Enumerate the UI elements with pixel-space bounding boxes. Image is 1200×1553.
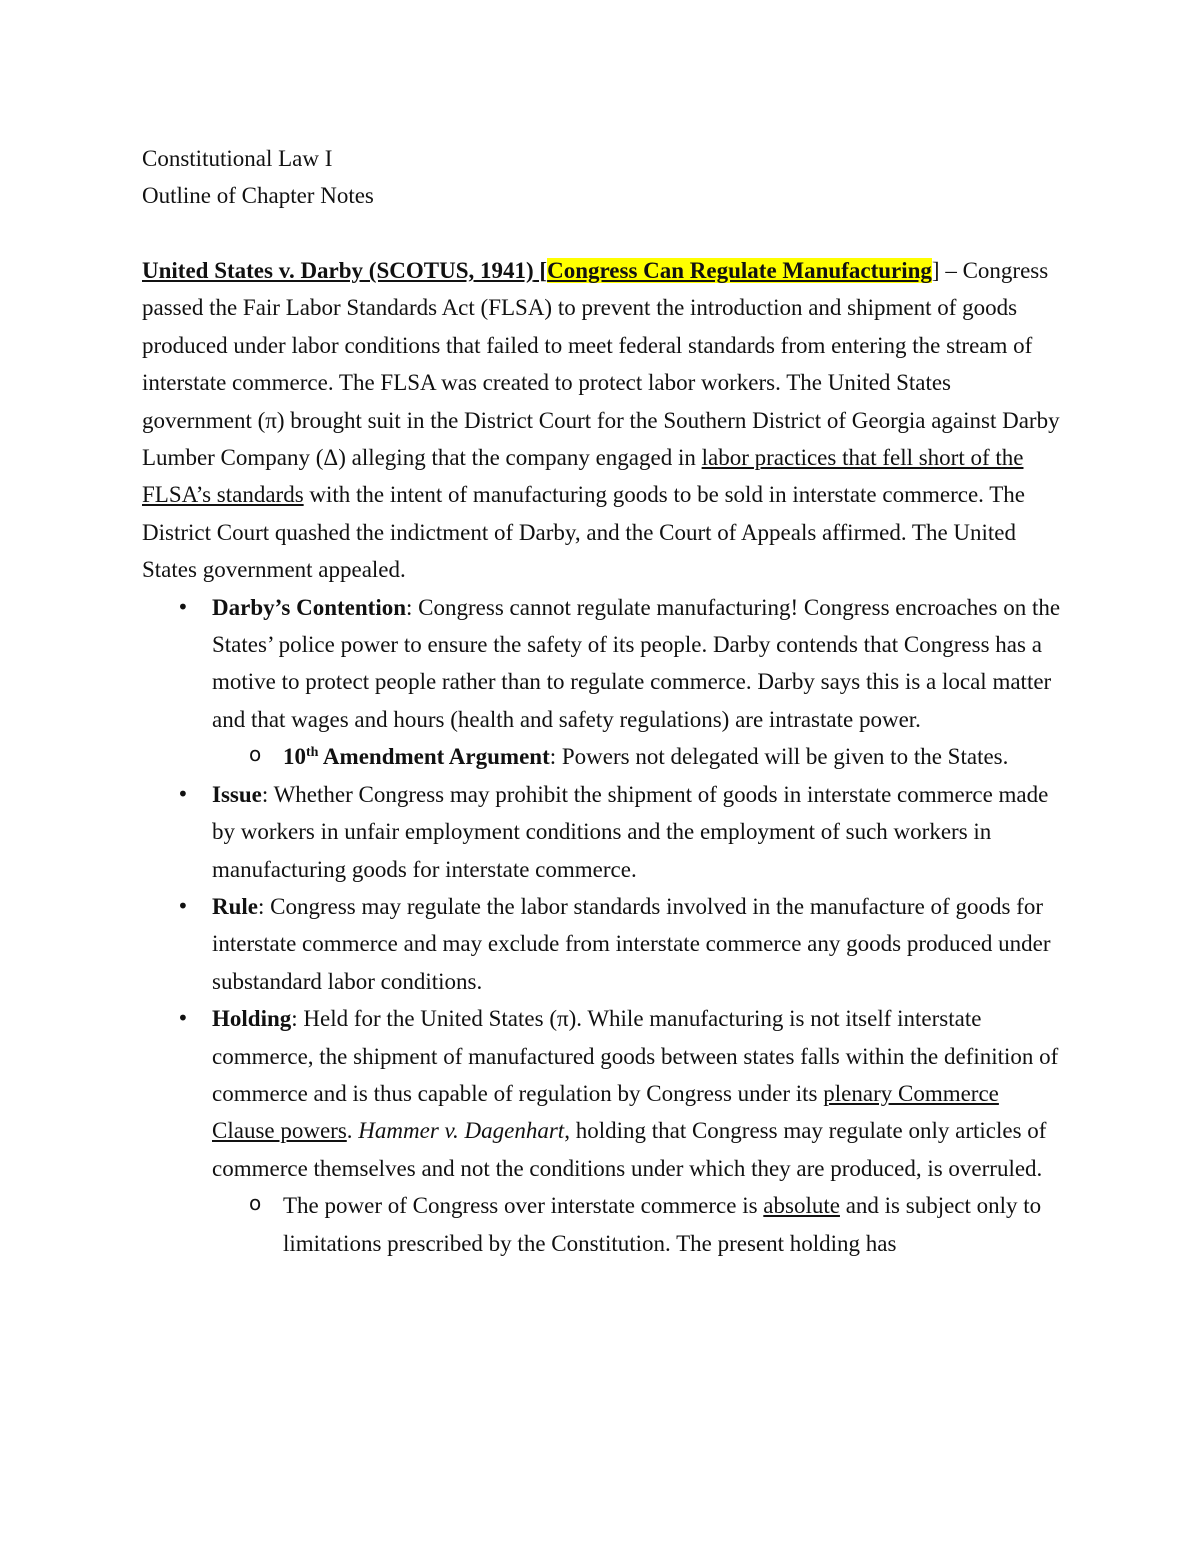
bracket-close: ]: [931, 258, 940, 283]
holding-text-1: : Held for the United States (π). While manufacturing is not itself interstate commerce, the shipment of manufactured goods between states falls within the definition of commerce and is thus capable of regulation by Congress under its: [212, 1006, 1059, 1106]
title-dash: –: [939, 258, 963, 283]
contention-text: : Congress cannot regulate manufacturing! Congress encroaches on the States’ police power to ensure the safety of its people. Darby contends that Congress has a motive to protect people rather than to regulate commerce. Darby says this is a local matter and that wages and hours (health and safety regulations) are intrastate power.: [212, 594, 1061, 732]
bracket-open: [: [533, 258, 548, 283]
list-item-holding: [142, 1000, 1062, 1262]
rule-label: Rule: [212, 893, 258, 919]
list-item-rule: [142, 888, 1062, 1000]
issue-label: Issue: [212, 781, 262, 807]
holding-sublist: [212, 1187, 1062, 1262]
course-title: Constitutional Law I: [142, 146, 333, 171]
power-underline-absolute: absolute: [763, 1193, 840, 1219]
tenth-amendment-suffix: th: [306, 745, 319, 761]
tenth-amendment-text: : Powers not delegated will be given to the States.: [549, 744, 1009, 770]
power-text-1: The power of Congress over interstate commerce is: [283, 1193, 764, 1219]
list-item-tenth-amendment: [212, 738, 1062, 775]
document-header: [142, 140, 374, 214]
list-item-congress-power: [212, 1187, 1062, 1262]
outline-subtitle: Outline of Chapter Notes: [142, 183, 374, 208]
case-tag-highlight: Congress Can Regulate Manufacturing: [547, 258, 932, 283]
facts-text-2: with the intent of manufacturing goods to be sold in interstate commerce. The District Court quashed the indictment of Darby, and the Court of Appeals affirmed. The United States government appealed.: [142, 482, 1025, 583]
case-title: United States v. Darby (SCOTUS, 1941): [142, 258, 534, 283]
rule-text: : Congress may regulate the labor standards involved in the manufacture of goods for interstate commerce and may exclude from interstate commerce any goods produced under substandard labor conditions.: [212, 893, 1051, 994]
holding-label: Holding: [212, 1006, 292, 1032]
hammer-case-italic: Hammer v. Dagenhart: [358, 1118, 565, 1144]
power-text-2: and is subject only to limitations prescribed by the Constitution. The present holding has: [283, 1193, 1042, 1256]
contention-label: Darby’s Contention: [212, 594, 407, 620]
holding-text-3: , holding that Congress may regulate only articles of commerce themselves and not the conditions under which they are produced, is overruled.: [212, 1118, 1047, 1181]
holding-text-2: .: [346, 1118, 359, 1144]
facts-underline: labor practices that fell short of the FLSA’s standards: [142, 445, 1024, 508]
case-paragraph: [142, 252, 1062, 589]
case-bullet-list: [142, 589, 1062, 1262]
case-section: [142, 252, 1062, 1262]
issue-text: : Whether Congress may prohibit the shipment of goods in interstate commerce made by workers in unfair employment conditions and the employment of such workers in manufacturing goods for interstate commerce.: [212, 781, 1049, 882]
contention-sublist: [212, 738, 1062, 775]
list-item-contention: [142, 589, 1062, 776]
tenth-amendment-number: 10: [283, 744, 306, 770]
tenth-amendment-label: Amendment Argument: [318, 744, 550, 770]
list-item-issue: [142, 776, 1062, 888]
holding-underline: plenary Commerce Clause powers: [212, 1080, 999, 1144]
facts-text-1: Congress passed the Fair Labor Standards Act (FLSA) to prevent the introduction and shipment of goods produced under labor conditions that failed to meet federal standards from entering the stream of interstate commerce. The FLSA was created to protect labor workers. The United States government (π) brought suit in the District Court for the Southern District of Georgia against Darby Lumber Company (Δ) alleging that the company engaged in: [142, 258, 1060, 471]
